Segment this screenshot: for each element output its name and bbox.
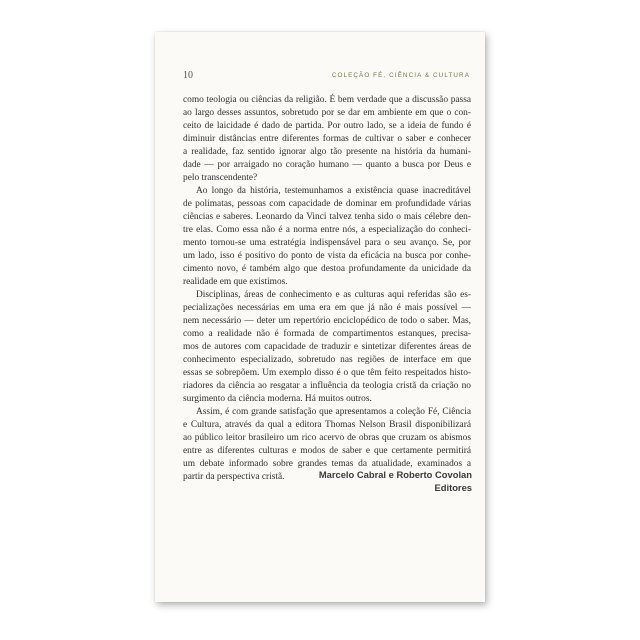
running-head: COLEÇÃO FÉ, CIÊNCIA & CULTURA — [331, 72, 470, 79]
text-line: a realidade, faz sentido ignorar algo tão presente na história da humani- — [183, 147, 471, 157]
text-line: conhecimento especializado, sobretudo nas regiões de interface em que — [183, 355, 471, 365]
text-line: pecializações necessárias em uma era em que já não é mais possível — — [183, 303, 471, 313]
signature-names: Marcelo Cabral e Roberto Covolan — [318, 469, 472, 480]
paragraph-3 — [183, 289, 471, 406]
text-line: essas se sobrepõem. Um exemplo disso é o que têm feito respeitados histo- — [183, 368, 471, 378]
text-line: nem necessário — deter um repertório enciclopédico de todo o saber. Mas, — [183, 316, 471, 326]
text-line: e Cultura, através da qual a editora Thomas Nelson Brasil disponibilizará — [183, 420, 471, 430]
text-line: mento tornou-se uma estratégia indispensável para o seu avanço. Se, por — [183, 238, 471, 248]
text-line: entre as diferentes culturas e modos de saber e que certamente permitirá — [183, 446, 471, 456]
text-line: surgimento da ciência moderna. Há muitos outros. — [183, 394, 372, 404]
text-line: tre elas. Como essa não é a norma entre nós, a especialização do conheci- — [183, 225, 471, 235]
text-line: pelo transcendente? — [183, 173, 258, 183]
body-text — [183, 94, 471, 484]
text-line: dade — por arraigado no coração humano — quanto a busca por Deus e — [183, 160, 471, 170]
page-number: 10 — [183, 70, 193, 81]
text-line: ao público leitor brasileiro um rico acervo de obras que cruzam os abismos — [183, 433, 471, 443]
text-line: ciências e saberes. Leonardo da Vinci talvez tenha sido o mais célebre den- — [183, 212, 471, 222]
text-line: realidade em que existimos. — [183, 277, 288, 287]
text-line: Assim, é com grande satisfação que apresentamos a coleção Fé, Ciência — [196, 407, 471, 417]
text-line: um debate informado sobre grandes temas da atualidade, examinados a — [183, 459, 471, 469]
text-line: partir da perspectiva cristã. — [183, 472, 285, 482]
text-line: ao largo desses assuntos, sobretudo por se dar em ambiente em que o con- — [183, 108, 471, 118]
text-line: de polimatas, pessoas com capacidade de dominar em profundidade várias — [183, 199, 471, 209]
text-line: cimento novo, é também algo que destoa profundamente da unicidade da — [183, 264, 471, 274]
signature-role: Editores — [434, 482, 472, 493]
signature-block — [319, 468, 472, 494]
text-line: diminuir distâncias entre diferentes formas de cultivar o saber e conhecer — [183, 134, 471, 144]
text-line: ceito de laicidade é dado de partida. Por outro lado, se a ideia de fundo é — [183, 121, 471, 131]
text-line: como teologia ou ciências da religião. É bem verdade que a discussão passa — [183, 95, 471, 105]
text-line: mos de autores com capacidade de traduzir e sintetizar diferentes áreas de — [183, 342, 471, 352]
text-line: Disciplinas, áreas de conhecimento e as culturas aqui referidas são es- — [196, 290, 471, 300]
text-line: Ao longo da história, testemunhamos a existência quase inacreditável — [196, 186, 471, 196]
text-line: riadores da ciência ao resgatar a influência da teologia cristã da criação no — [183, 381, 471, 391]
text-line: como a realidade não é formada de compartimentos estanques, precisa- — [183, 329, 471, 339]
paragraph-2 — [183, 185, 471, 289]
text-line: um lado, isso é positivo do ponto de vista da eficácia na busca por conhe- — [183, 251, 471, 261]
paragraph-1 — [183, 94, 471, 185]
